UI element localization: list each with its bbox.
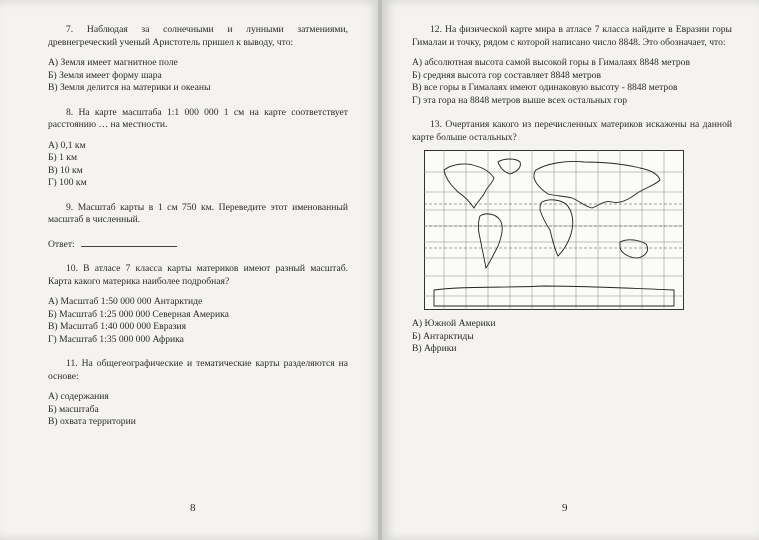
option-c: В) все горы в Гималаях имеют одинаковую высоту - 8848 метров [412, 82, 678, 93]
question-11-stem: 11. На общегеографические и тематические карты разделяются на основе: [48, 358, 348, 382]
option-b: Б) Антарктиды [412, 330, 474, 342]
question-7 [48, 24, 348, 95]
option-a: А) 0,1 км [48, 139, 86, 151]
question-10-stem: 10. В атласе 7 класса карты материков имеют разный масштаб. Карта какого материка наиболее подробная? [48, 263, 348, 287]
question-8-options [48, 140, 348, 190]
question-13-options [412, 318, 732, 356]
question-8 [48, 107, 348, 190]
left-page-content [48, 24, 348, 441]
option-c: В) Африки [412, 343, 457, 354]
option-b: Б) Масштаб 1:25 000 000 Северная Америка [48, 308, 229, 320]
question-11-options [48, 391, 348, 429]
option-a: А) Земля имеет магнитное поле [48, 57, 178, 68]
question-13 [412, 119, 732, 356]
option-c: В) Земля делится на материки и океаны [48, 82, 211, 93]
question-12-stem: 12. На физической карте мира в атласе 7 класса найдите в Евразии горы Гималаи и точку, рядом с которой написано число 8848. Это обозначает, что: [412, 24, 732, 48]
question-9 [48, 202, 348, 252]
question-10 [48, 263, 348, 346]
option-c: В) Масштаб 1:40 000 000 Евразия [48, 321, 187, 332]
question-12-options [412, 57, 732, 107]
answer-row [48, 237, 348, 252]
answer-label: Ответ: [48, 238, 75, 250]
page-number-left: 8 [190, 502, 196, 514]
option-b: Б) 1 км [48, 152, 78, 163]
option-b: Б) Земля имеет форму шара [48, 69, 162, 81]
option-d: Г) эта гора на 8848 метров выше всех остальных гор [412, 94, 628, 106]
option-b: Б) средняя высота гор составляет 8848 метров [412, 69, 602, 81]
question-10-options [48, 296, 348, 346]
option-a: А) содержания [48, 391, 109, 402]
question-12 [412, 24, 732, 107]
option-c: В) охвата территории [48, 416, 136, 427]
option-d: Г) Масштаб 1:35 000 000 Африка [48, 333, 184, 345]
option-a: А) Масштаб 1:50 000 000 Антарктиде [48, 296, 203, 307]
answer-blank[interactable] [81, 237, 177, 247]
question-11 [48, 358, 348, 429]
page-number-right: 9 [562, 502, 568, 514]
question-13-stem: 13. Очертания какого из перечисленных материков искажены на данной карте больше остальных? [412, 119, 732, 143]
option-a: А) Южной Америки [412, 318, 496, 329]
option-a: А) абсолютная высота самой высокой горы в Гималаях 8848 метров [412, 57, 690, 68]
question-8-stem: 8. На карте масштаба 1:1 000 000 1 см на карте соответствует расстоянию … на местности. [48, 106, 348, 130]
right-page [382, 0, 759, 540]
world-map-outline [424, 150, 684, 310]
question-9-stem: 9. Масштаб карты в 1 см 750 км. Переведите этот именованный масштаб в численный. [48, 201, 348, 225]
question-7-stem: 7. Наблюдая за солнечными и лунными затмениями, древнегреческий ученый Аристотель пришел к выводу, что: [48, 24, 348, 48]
option-c: В) 10 км [48, 164, 83, 176]
question-7-options [48, 57, 348, 95]
option-b: Б) масштаба [48, 403, 99, 415]
world-map-icon [424, 150, 684, 310]
right-page-content [412, 24, 732, 368]
option-d: Г) 100 км [48, 177, 87, 188]
